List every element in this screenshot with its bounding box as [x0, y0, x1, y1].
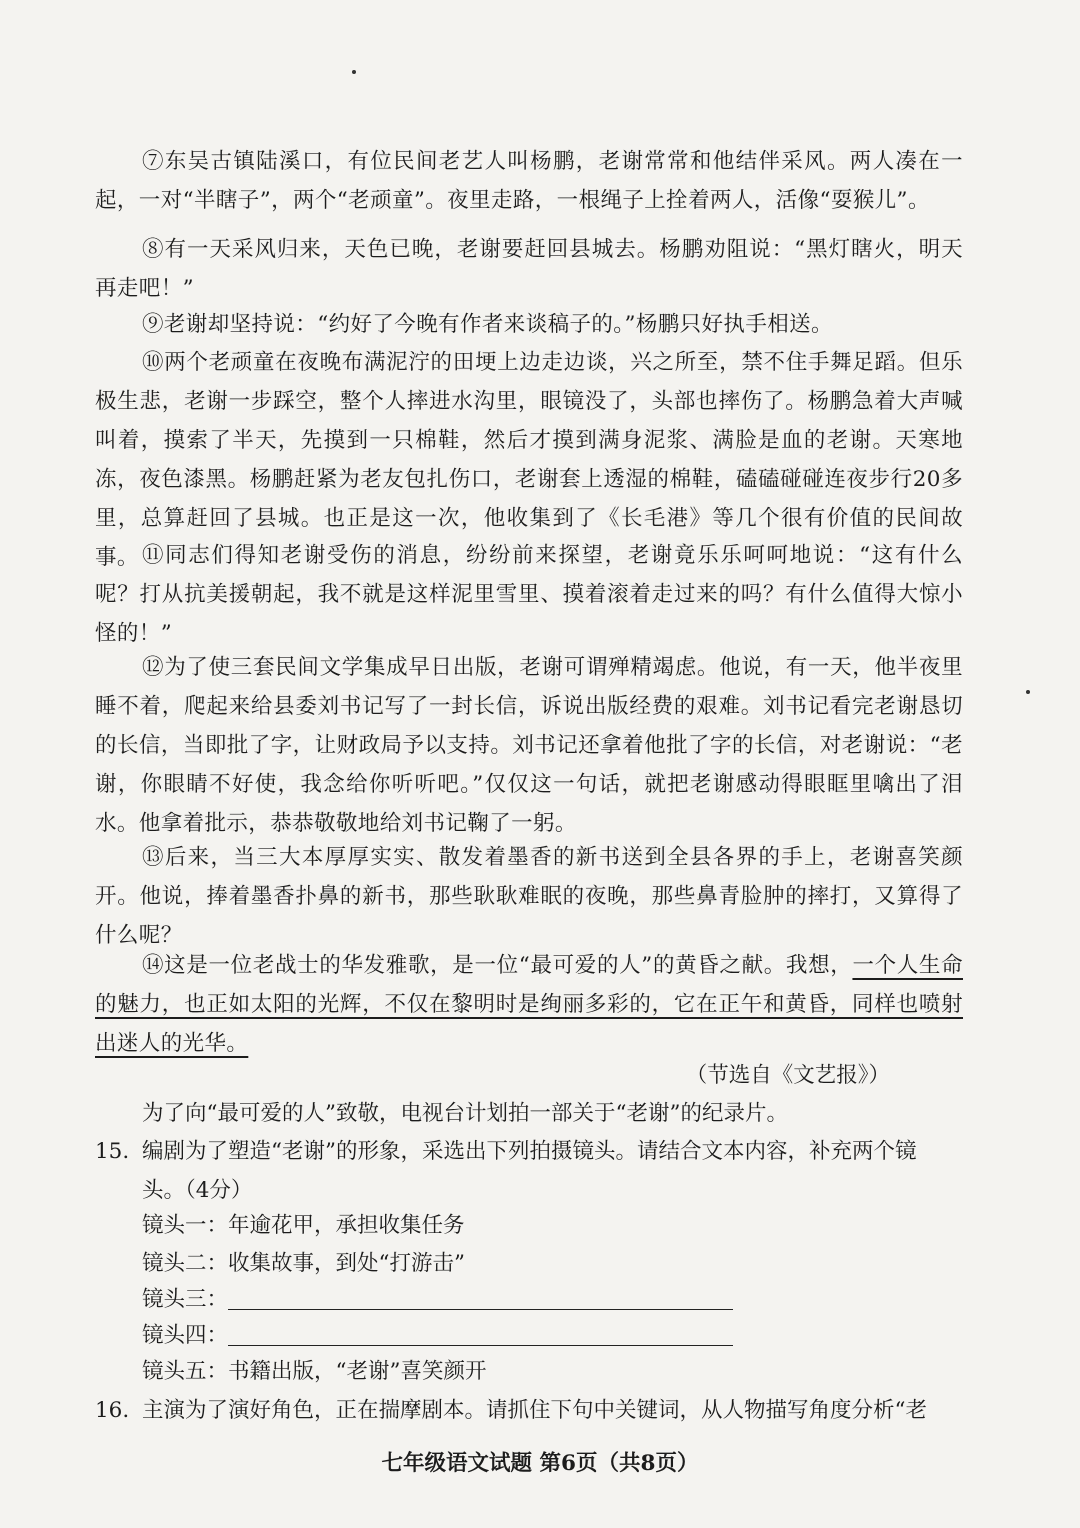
paragraph-11: ⑪同志们得知老谢受伤的消息，纷纷前来探望，老谢竟乐乐呵呵地说：“这有什么呢？打从抗美援朝起，我不就是这样泥里雪里、摸着滚着走过来的吗？有什么值得大惊小怪的！”: [95, 543, 963, 646]
paragraph-13: ⑬后来，当三大本厚厚实实、散发着墨香的新书送到全县各界的手上，老谢喜笑颜开。他说，捧着墨香扑鼻的新书，那些耿耿难眠的夜晚，那些鼻青脸肿的摔打，又算得了什么呢？: [95, 845, 963, 948]
shot-3-label: 镜头三：: [142, 1287, 229, 1312]
page-footer: 七年级语文试题 第6页（共8页）: [381, 1451, 699, 1476]
underlined-sentence: 一个人生命的魅力，也正如太阳的光辉，不仅在黎明时是绚丽多彩的，它在正午和黄昏，同样也喷射出迷人的光华。: [95, 953, 963, 1056]
shot-4: [142, 1316, 733, 1355]
question-15-text: 编剧为了塑造“老谢”的形象，采选出下列拍摄镜头。请结合文本内容，补充两个镜: [142, 1139, 917, 1164]
scan-speck: [352, 70, 356, 74]
shot-3: [142, 1280, 733, 1319]
paragraph-14-text: ⑭这是一位老战士的华发雅歌，是一位“最可爱的人”的黄昏之献。我想，: [142, 953, 853, 978]
source-note: （节选自《文艺报》）: [685, 1063, 890, 1088]
paragraph-14: [95, 946, 963, 1063]
paragraph-10: ⑩两个老顽童在夜晚布满泥泞的田埂上边走边谈，兴之所至，禁不住手舞足蹈。但乐极生悲，老谢一步踩空，整个人摔进水沟里，眼镜没了，头部也摔伤了。杨鹏急着大声喊叫着，摸索了半天，先摸到一只棉鞋，然后才摸到满身泥浆、满脸是血的老谢。天寒地冻，夜色漆黑。杨鹏赶紧为老友包扎伤口，老谢套上透湿的棉鞋，磕磕碰碰连夜步行20多里，总算赶回了县城。也正是这一次，他收集到了《长毛港》等几个很有价值的民间故事。: [95, 350, 963, 570]
shot-2: 镜头二：收集故事，到处“打游击”: [142, 1251, 465, 1276]
shot-4-label: 镜头四：: [142, 1323, 229, 1348]
answer-blank-shot-4[interactable]: [228, 1323, 733, 1346]
paragraph-7: ⑦东吴古镇陆溪口，有位民间老艺人叫杨鹏，老谢常常和他结伴采风。两人凑在一起，一对“半瞎子”，两个“老顽童”。夜里走路，一根绳子上拴着两人，活像“耍猴儿”。: [95, 149, 963, 213]
paragraph-9: ⑨老谢却坚持说：“约好了今晚有作者来谈稿子的。”杨鹏只好执手相送。: [142, 312, 833, 337]
section-intro: 为了向“最可爱的人”致敬，电视台计划拍一部关于“老谢”的纪录片。: [142, 1101, 788, 1126]
question-15-number: 15.: [95, 1139, 130, 1164]
shot-5: 镜头五：书籍出版，“老谢”喜笑颜开: [142, 1359, 487, 1384]
paragraph-12: ⑫为了使三套民间文学集成早日出版，老谢可谓殚精竭虑。他说，有一天，他半夜里睡不着，爬起来给县委刘书记写了一封长信，诉说出版经费的艰难。刘书记看完老谢恳切的长信，当即批了字，让财政局予以支持。刘书记还拿着他批了字的长信，对老谢说：“老谢，你眼睛不好使，我念给你听听吧。”仅仅这一句话，就把老谢感动得眼眶里噙出了泪水。他拿着批示，恭恭敬敬地给刘书记鞠了一躬。: [95, 655, 963, 836]
scan-speck: [1026, 690, 1030, 694]
question-16-text: 主演为了演好角色，正在揣摩剧本。请抓住下句中关键词，从人物描写角度分析“老: [142, 1398, 927, 1423]
question-16: [95, 1391, 963, 1430]
question-16-number: 16.: [95, 1398, 130, 1423]
question-15-text-cont: 头。（4分）: [142, 1178, 253, 1203]
question-15: [95, 1132, 963, 1210]
shot-1: 镜头一：年逾花甲，承担收集任务: [142, 1213, 465, 1238]
paragraph-8: ⑧有一天采风归来，天色已晚，老谢要赶回县城去。杨鹏劝阻说：“黑灯瞎火，明天再走吧！”: [95, 237, 963, 301]
answer-blank-shot-3[interactable]: [228, 1287, 733, 1310]
